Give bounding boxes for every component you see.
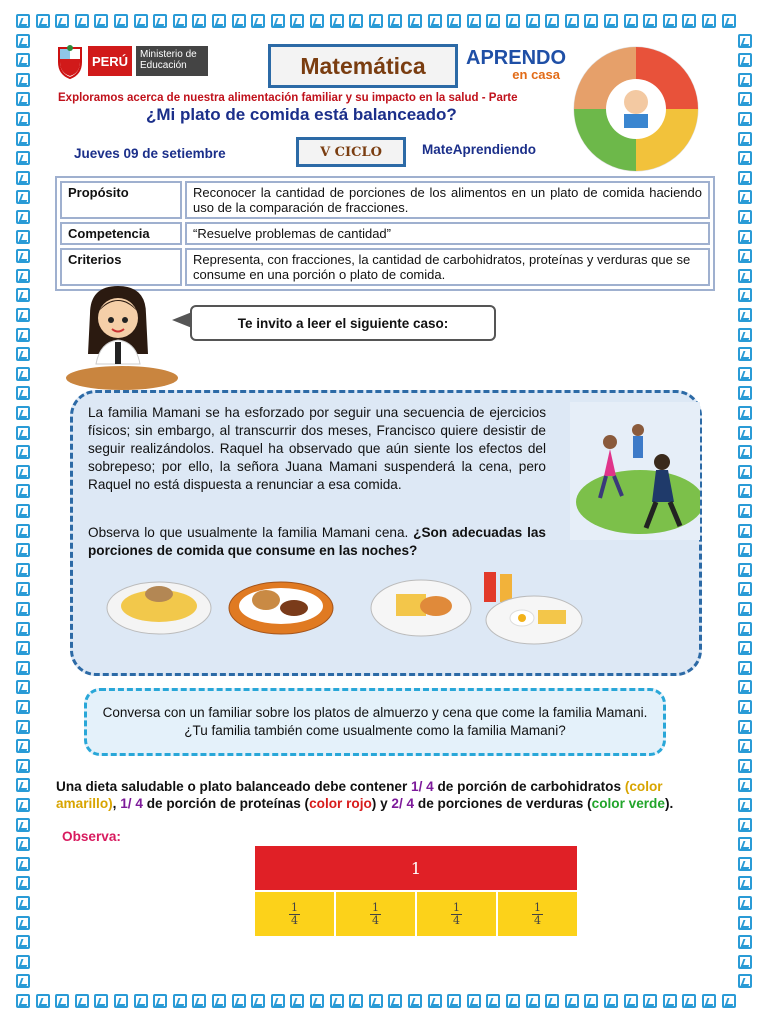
fraction-numerator: 1 bbox=[291, 900, 298, 914]
border-tile bbox=[290, 994, 304, 1008]
border-tile bbox=[16, 974, 30, 988]
border-tile bbox=[408, 14, 422, 28]
border-tile bbox=[16, 935, 30, 949]
row-value: Representa, con fracciones, la cantidad de carbohidratos, proteínas y verduras que se consume en una porción o plato de comida. bbox=[185, 248, 710, 286]
balanced-plate-illustration bbox=[566, 44, 706, 174]
peru-label: PERÚ bbox=[88, 46, 132, 76]
border-tile bbox=[738, 484, 752, 498]
border-tile bbox=[738, 720, 752, 734]
border-tile bbox=[738, 661, 752, 675]
border-tile bbox=[16, 230, 30, 244]
family-exercising-illustration bbox=[570, 402, 700, 540]
border-tile bbox=[663, 14, 677, 28]
border-tile bbox=[738, 602, 752, 616]
border-tile bbox=[271, 994, 285, 1008]
border-tile bbox=[738, 53, 752, 67]
border-tile bbox=[447, 994, 461, 1008]
border-tile bbox=[604, 14, 618, 28]
fraction-part bbox=[498, 892, 577, 936]
fraction-part bbox=[417, 892, 496, 936]
border-tile bbox=[467, 994, 481, 1008]
diet-color-red: color rojo bbox=[309, 796, 372, 811]
conversation-prompt: Conversa con un familiar sobre los platos de almuerzo y cena que come la familia Mamani. ¿Tu familia también come usualmente como la familia Mamani? bbox=[84, 688, 666, 756]
border-tile bbox=[16, 210, 30, 224]
border-tile bbox=[682, 994, 696, 1008]
border-tile bbox=[738, 955, 752, 969]
border-tile bbox=[624, 994, 638, 1008]
border-tile bbox=[738, 916, 752, 930]
fraction-numerator: 1 bbox=[534, 900, 541, 914]
border-tile bbox=[702, 994, 716, 1008]
border-tile bbox=[16, 367, 30, 381]
border-tile bbox=[738, 798, 752, 812]
border-tile bbox=[16, 818, 30, 832]
border-tile bbox=[738, 190, 752, 204]
border-tile bbox=[526, 14, 540, 28]
speech-pointer bbox=[172, 312, 192, 328]
row-key: Competencia bbox=[60, 222, 182, 245]
border-tile bbox=[604, 994, 618, 1008]
fraction-denominator: 4 bbox=[291, 913, 298, 927]
border-tile bbox=[682, 14, 696, 28]
table-row bbox=[60, 248, 710, 286]
border-tile bbox=[526, 994, 540, 1008]
observe-question: ¿Son adecuadas las porciones de comida que consume en las noches? bbox=[88, 525, 546, 558]
fraction-part bbox=[336, 892, 415, 936]
border-tile bbox=[271, 14, 285, 28]
border-tile bbox=[738, 876, 752, 890]
border-tile bbox=[738, 132, 752, 146]
border-tile bbox=[738, 92, 752, 106]
border-tile bbox=[738, 778, 752, 792]
fraction-bar bbox=[255, 846, 577, 936]
food-plate-eggs-fries bbox=[474, 566, 584, 650]
border-tile bbox=[16, 465, 30, 479]
border-tile bbox=[251, 994, 265, 1008]
border-tile bbox=[16, 622, 30, 636]
border-tile bbox=[16, 190, 30, 204]
border-tile bbox=[738, 230, 752, 244]
border-tile bbox=[738, 151, 752, 165]
border-tile bbox=[486, 14, 500, 28]
border-tile bbox=[738, 269, 752, 283]
border-tile bbox=[738, 406, 752, 420]
border-tile bbox=[16, 34, 30, 48]
story-paragraph: La familia Mamani se ha esforzado por seguir una secuencia de ejercicios físicos; sin embargo, al transcurrir dos meses, Francisco quiere desistir de seguir realizándolos. Raquel ha observado que aún siente los efectos del sobrepeso; por ello, la señora Juana Mamani suspenderá la cena, pero Raquel no está dispuesta a renunciar a esa comida. bbox=[88, 405, 546, 492]
info-table bbox=[55, 176, 715, 291]
border-tile bbox=[738, 34, 752, 48]
border-tile bbox=[565, 994, 579, 1008]
diet-text: ). bbox=[664, 796, 674, 811]
border-tile bbox=[16, 837, 30, 851]
border-tile bbox=[16, 171, 30, 185]
border-tile bbox=[55, 14, 69, 28]
border-tile bbox=[722, 994, 736, 1008]
food-plate-fish-fries bbox=[366, 566, 476, 646]
border-tile bbox=[192, 994, 206, 1008]
row-key: Criterios bbox=[60, 248, 182, 286]
border-tile bbox=[16, 151, 30, 165]
border-tile bbox=[738, 465, 752, 479]
row-value: Reconocer la cantidad de porciones de los alimentos en un plato de comida haciendo uso de la comparación de fracciones. bbox=[185, 181, 710, 219]
border-tile bbox=[36, 994, 50, 1008]
border-tile bbox=[738, 288, 752, 302]
border-tile bbox=[16, 641, 30, 655]
border-tile bbox=[369, 994, 383, 1008]
border-tile bbox=[16, 92, 30, 106]
border-tile bbox=[506, 14, 520, 28]
border-tile bbox=[16, 249, 30, 263]
border-tile bbox=[16, 288, 30, 302]
border-tile bbox=[16, 53, 30, 67]
border-tile bbox=[388, 994, 402, 1008]
diet-color-yellow: (color amarillo) bbox=[56, 779, 663, 811]
border-tile bbox=[722, 14, 736, 28]
fraction-denominator: 4 bbox=[372, 913, 379, 927]
border-tile bbox=[738, 837, 752, 851]
border-tile bbox=[290, 14, 304, 28]
border-tile bbox=[738, 347, 752, 361]
border-tile bbox=[624, 14, 638, 28]
border-tile bbox=[545, 14, 559, 28]
border-tile bbox=[738, 504, 752, 518]
border-tile bbox=[114, 994, 128, 1008]
border-tile bbox=[16, 876, 30, 890]
border-tile bbox=[16, 739, 30, 753]
border-tile bbox=[738, 739, 752, 753]
border-tile bbox=[330, 14, 344, 28]
story-observe bbox=[88, 524, 546, 560]
border-tile bbox=[16, 484, 30, 498]
border-tile bbox=[545, 994, 559, 1008]
border-tile bbox=[16, 582, 30, 596]
border-tile bbox=[738, 367, 752, 381]
diet-text: Una dieta saludable o plato balanceado debe contener bbox=[56, 779, 412, 794]
session-subtitle: Exploramos acerca de nuestra alimentación familiar y su impacto en la salud - Parte bbox=[58, 92, 518, 104]
border-tile bbox=[16, 73, 30, 87]
border-tile bbox=[663, 994, 677, 1008]
border-tile bbox=[16, 798, 30, 812]
border-tile bbox=[16, 700, 30, 714]
border-tile bbox=[55, 994, 69, 1008]
aprendo-en-casa-logo bbox=[466, 48, 566, 82]
border-tile bbox=[738, 935, 752, 949]
row-key: Propósito bbox=[60, 181, 182, 219]
border-tile bbox=[565, 14, 579, 28]
border-tile bbox=[408, 994, 422, 1008]
border-tile bbox=[330, 994, 344, 1008]
border-tile bbox=[134, 994, 148, 1008]
border-tile bbox=[310, 994, 324, 1008]
border-tile bbox=[16, 543, 30, 557]
border-tile bbox=[16, 994, 30, 1008]
fraction-part bbox=[255, 892, 334, 936]
diet-fraction-vegetables: 2/ 4 bbox=[391, 796, 415, 811]
teacher-girl-illustration bbox=[60, 284, 178, 390]
border-tile bbox=[738, 524, 752, 538]
border-tile bbox=[16, 406, 30, 420]
row-value: “Resuelve problemas de cantidad” bbox=[185, 222, 710, 245]
border-tile bbox=[643, 14, 657, 28]
border-tile bbox=[212, 14, 226, 28]
border-tile bbox=[134, 14, 148, 28]
fraction-denominator: 4 bbox=[453, 913, 460, 927]
border-tile bbox=[16, 328, 30, 342]
border-tile bbox=[173, 994, 187, 1008]
diet-text: de porción de proteínas ( bbox=[142, 796, 310, 811]
invite-bubble: Te invito a leer el siguiente caso: bbox=[190, 305, 496, 341]
border-tile bbox=[584, 994, 598, 1008]
border-tile bbox=[738, 328, 752, 342]
border-tile bbox=[16, 661, 30, 675]
border-tile bbox=[16, 916, 30, 930]
border-tile bbox=[738, 563, 752, 577]
diet-statement bbox=[56, 778, 716, 812]
border-tile bbox=[16, 955, 30, 969]
border-tile bbox=[738, 641, 752, 655]
border-tile bbox=[232, 994, 246, 1008]
border-tile bbox=[738, 582, 752, 596]
program-name: MateAprendiendo bbox=[422, 142, 537, 157]
fraction-numerator: 1 bbox=[372, 900, 379, 914]
diet-color-green: color verde bbox=[591, 796, 665, 811]
border-tile bbox=[738, 112, 752, 126]
diet-text: , bbox=[112, 796, 121, 811]
food-plate-burger bbox=[226, 566, 336, 646]
border-tile bbox=[16, 602, 30, 616]
border-tile bbox=[16, 524, 30, 538]
observa-label: Observa: bbox=[62, 829, 121, 844]
border-tile bbox=[467, 14, 481, 28]
border-tile bbox=[738, 622, 752, 636]
border-tile bbox=[738, 543, 752, 557]
diet-text: de porciones de verduras ( bbox=[414, 796, 592, 811]
border-tile bbox=[16, 132, 30, 146]
border-tile bbox=[16, 269, 30, 283]
border-tile bbox=[232, 14, 246, 28]
table-row bbox=[60, 181, 710, 219]
border-tile bbox=[738, 308, 752, 322]
diet-text: de porción de carbohidratos bbox=[433, 779, 625, 794]
border-tile bbox=[16, 308, 30, 322]
border-tile bbox=[738, 426, 752, 440]
border-tile bbox=[16, 14, 30, 28]
border-tile bbox=[16, 445, 30, 459]
border-tile bbox=[447, 14, 461, 28]
border-tile bbox=[388, 14, 402, 28]
border-tile bbox=[212, 994, 226, 1008]
border-tile bbox=[94, 994, 108, 1008]
border-tile bbox=[16, 759, 30, 773]
border-tile bbox=[251, 14, 265, 28]
border-tile bbox=[16, 778, 30, 792]
border-tile bbox=[369, 14, 383, 28]
border-tile bbox=[16, 347, 30, 361]
border-tile bbox=[349, 14, 363, 28]
diet-text: ) y bbox=[371, 796, 392, 811]
table-row bbox=[60, 222, 710, 245]
border-tile bbox=[738, 445, 752, 459]
border-tile bbox=[16, 426, 30, 440]
border-tile bbox=[428, 994, 442, 1008]
border-tile bbox=[486, 994, 500, 1008]
border-tile bbox=[153, 994, 167, 1008]
food-plate-noodles bbox=[104, 566, 214, 646]
border-tile bbox=[738, 700, 752, 714]
diet-fraction-proteins: 1/ 4 bbox=[120, 796, 143, 811]
border-tile bbox=[584, 14, 598, 28]
fraction-numerator: 1 bbox=[453, 900, 460, 914]
border-tile bbox=[153, 14, 167, 28]
ministry-label: Ministerio de Educación bbox=[136, 46, 208, 76]
border-tile bbox=[16, 504, 30, 518]
border-tile bbox=[75, 14, 89, 28]
session-question: ¿Mi plato de comida está balanceado? bbox=[146, 105, 457, 124]
border-tile bbox=[16, 857, 30, 871]
border-tile bbox=[16, 563, 30, 577]
border-tile bbox=[16, 386, 30, 400]
border-tile bbox=[738, 386, 752, 400]
brand-top: APRENDO bbox=[466, 47, 567, 69]
border-tile bbox=[75, 994, 89, 1008]
border-tile bbox=[16, 720, 30, 734]
border-tile bbox=[738, 171, 752, 185]
session-date: Jueves 09 de setiembre bbox=[74, 146, 226, 161]
observe-plain: Observa lo que usualmente la familia Mamani cena. bbox=[88, 525, 409, 540]
brand-bottom: en casa bbox=[512, 67, 560, 82]
border-tile bbox=[310, 14, 324, 28]
border-tile bbox=[349, 994, 363, 1008]
border-tile bbox=[738, 210, 752, 224]
fraction-denominator: 4 bbox=[534, 913, 541, 927]
border-tile bbox=[16, 896, 30, 910]
border-tile bbox=[173, 14, 187, 28]
subject-title: Matemática bbox=[268, 44, 458, 88]
border-tile bbox=[702, 14, 716, 28]
border-tile bbox=[428, 14, 442, 28]
diet-fraction-carbs: 1/ 4 bbox=[411, 779, 434, 794]
fraction-whole: 1 bbox=[255, 846, 577, 890]
border-tile bbox=[738, 974, 752, 988]
peru-coat-of-arms-icon bbox=[55, 44, 85, 80]
border-tile bbox=[738, 73, 752, 87]
border-tile bbox=[738, 857, 752, 871]
border-tile bbox=[36, 14, 50, 28]
border-tile bbox=[94, 14, 108, 28]
border-tile bbox=[506, 994, 520, 1008]
border-tile bbox=[16, 112, 30, 126]
border-tile bbox=[192, 14, 206, 28]
border-tile bbox=[114, 14, 128, 28]
cycle-badge: V CICLO bbox=[296, 137, 406, 167]
border-tile bbox=[738, 680, 752, 694]
border-tile bbox=[738, 249, 752, 263]
border-tile bbox=[16, 680, 30, 694]
border-tile bbox=[738, 759, 752, 773]
border-tile bbox=[738, 818, 752, 832]
border-tile bbox=[643, 994, 657, 1008]
border-tile bbox=[738, 896, 752, 910]
